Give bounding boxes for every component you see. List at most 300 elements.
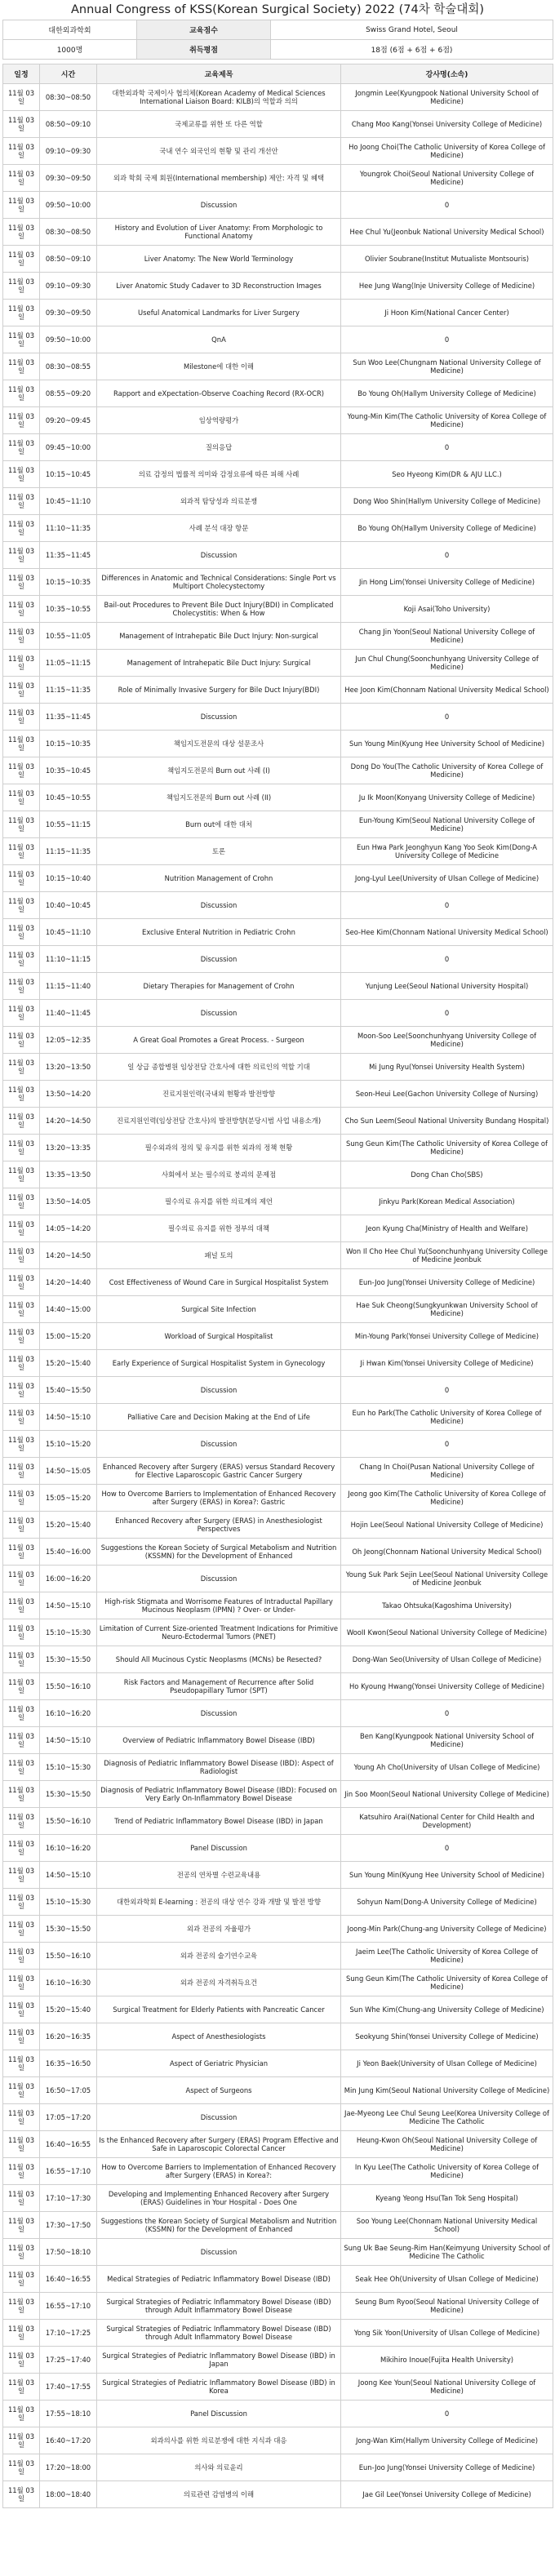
table-row xyxy=(3,380,553,407)
cell-title: QnA xyxy=(97,326,341,353)
cell-date: 11월 03일 xyxy=(3,623,40,650)
cell-speaker: Seon-Heui Lee(Gachon University College of Nursing) xyxy=(341,1081,553,1108)
cell-title: Burn out에 대한 대처 xyxy=(97,811,341,838)
schedule-table xyxy=(2,64,553,2508)
cell-date: 11월 03일 xyxy=(3,677,40,704)
cell-title: Overview of Pediatric Inflammatory Bowel Disease (IBD) xyxy=(97,1727,341,1754)
table-row xyxy=(3,300,553,326)
cell-speaker: Takao Ohtsuka(Kagoshima University) xyxy=(341,1592,553,1619)
cell-speaker: Ji Yeon Baek(University of Ulsan College of Medicine) xyxy=(341,2050,553,2077)
cell-date: 11월 03일 xyxy=(3,434,40,461)
cell-time: 14:40~15:00 xyxy=(40,1296,97,1323)
cell-title: Dietary Therapies for Management of Crohn xyxy=(97,973,341,1000)
cell-title: Early Experience of Surgical Hospitalist System in Gynecology xyxy=(97,1350,341,1377)
info-table xyxy=(2,20,553,60)
cell-title: Trend of Pediatric Inflammatory Bowel Disease (IBD) in Japan xyxy=(97,1808,341,1835)
cell-date: 11월 03일 xyxy=(3,1970,40,1996)
table-row xyxy=(3,1000,553,1027)
cell-date: 11월 03일 xyxy=(3,1377,40,1404)
table-row xyxy=(3,1808,553,1835)
cell-title: 의료 감정의 법률적 의미와 감정요류에 따른 피해 사례 xyxy=(97,461,341,488)
cell-date: 11월 03일 xyxy=(3,273,40,300)
cell-speaker: 0 xyxy=(341,326,553,353)
table-row xyxy=(3,1404,553,1431)
table-row xyxy=(3,1296,553,1323)
table-row xyxy=(3,704,553,731)
cell-time: 13:50~14:20 xyxy=(40,1081,97,1108)
cell-date: 11월 03일 xyxy=(3,1673,40,1700)
cell-speaker: 0 xyxy=(341,946,553,973)
cell-time: 17:40~17:55 xyxy=(40,2374,97,2401)
cell-date: 11월 03일 xyxy=(3,1539,40,1566)
cell-speaker: Yong Sik Yoon(University of Ulsan College of Medicine) xyxy=(341,2320,553,2347)
page xyxy=(2,0,553,2508)
cell-title: 책임지도전문의 Burn out 사례 (I) xyxy=(97,757,341,784)
cell-title: 진료지원인력(임상전담 간호사)의 발전방향(분당시범 사업 내용소개) xyxy=(97,1108,341,1135)
table-row xyxy=(3,973,553,1000)
cell-title: 임상역량평가 xyxy=(97,407,341,434)
cell-time: 14:50~15:05 xyxy=(40,1458,97,1485)
points: 18점 (6점 + 6점 + 6점) xyxy=(271,40,553,60)
table-row xyxy=(3,515,553,542)
cell-speaker: Dong Chan Cho(SBS) xyxy=(341,1161,553,1188)
cell-date: 11월 03일 xyxy=(3,731,40,757)
table-row xyxy=(3,273,553,300)
cell-speaker: Mi Jung Ryu(Yonsei University Health System) xyxy=(341,1054,553,1081)
cell-title: 국제교류를 위한 또 다른 역할 xyxy=(97,111,341,138)
table-row xyxy=(3,84,553,111)
cell-date: 11월 03일 xyxy=(3,2347,40,2374)
table-row xyxy=(3,731,553,757)
cell-title: Diagnosis of Pediatric Inflammatory Bowel Disease (IBD): Focused on Very Early On-Inflammatory Bowel Disease xyxy=(97,1781,341,1808)
cell-title: Suggestions the Korean Society of Surgical Metabolism and Nutrition (KSSMN) for the Development of Enhanced xyxy=(97,2212,341,2239)
cell-date: 11월 03일 xyxy=(3,1215,40,1242)
cell-time: 15:20~15:40 xyxy=(40,1512,97,1539)
cell-title: Surgical Strategies of Pediatric Inflammatory Bowel Disease (IBD) through Adult Inflammatory Bowel Disease xyxy=(97,2320,341,2347)
cell-title: 외과 전공의 자격취득요건 xyxy=(97,1970,341,1996)
cell-time: 14:50~15:10 xyxy=(40,1404,97,1431)
cell-date: 11월 03일 xyxy=(3,353,40,380)
table-row xyxy=(3,2131,553,2158)
cell-time: 15:00~15:20 xyxy=(40,1323,97,1350)
cell-speaker: Young Suk Park Sejin Lee(Seoul National University College of Medicine Jeonbuk xyxy=(341,1566,553,1592)
cell-time: 10:55~11:15 xyxy=(40,811,97,838)
table-row xyxy=(3,1458,553,1485)
table-row xyxy=(3,1970,553,1996)
cell-date: 11월 03일 xyxy=(3,2320,40,2347)
cell-date: 11월 03일 xyxy=(3,2454,40,2481)
cell-date: 11월 03일 xyxy=(3,2023,40,2050)
cell-title: Discussion xyxy=(97,892,341,919)
cell-speaker: Katsuhiro Arai(National Center for Child Health and Development) xyxy=(341,1808,553,1835)
cell-date: 11월 03일 xyxy=(3,1081,40,1108)
cell-title: Suggestions the Korean Society of Surgical Metabolism and Nutrition (KSSMN) for the Development of Enhanced xyxy=(97,1539,341,1566)
cell-date: 11월 03일 xyxy=(3,1431,40,1458)
cell-title: Surgical Treatment for Elderly Patients with Pancreatic Cancer xyxy=(97,1996,341,2023)
cell-title: Medical Strategies of Pediatric Inflammatory Bowel Disease (IBD) xyxy=(97,2266,341,2293)
cell-time: 16:20~16:35 xyxy=(40,2023,97,2050)
cell-title: History and Evolution of Liver Anatomy: From Morphologic to Functional Anatomy xyxy=(97,219,341,246)
table-row xyxy=(3,1215,553,1242)
cell-date: 11월 03일 xyxy=(3,1269,40,1296)
cell-title: 국내 연수 외국인의 현황 및 관리 개선안 xyxy=(97,138,341,165)
cell-date: 11월 03일 xyxy=(3,946,40,973)
cell-speaker: Ji Hwan Kim(Yonsei University College of Medicine) xyxy=(341,1350,553,1377)
cell-title: 필수의료 유지를 위한 정부의 대책 xyxy=(97,1215,341,1242)
table-row xyxy=(3,1700,553,1727)
cell-speaker: Eun-Young Kim(Seoul National University College of Medicine) xyxy=(341,811,553,838)
cell-date: 11월 03일 xyxy=(3,2077,40,2104)
cell-speaker: Jae-Myeong Lee Chul Seung Lee(Korea University College of Medicine The Catholic xyxy=(341,2104,553,2131)
cell-time: 08:55~09:20 xyxy=(40,380,97,407)
table-row xyxy=(3,1135,553,1161)
cell-title: 외과 학회 국제 회원(International membership) 제안: 자격 및 혜택 xyxy=(97,165,341,192)
cell-speaker: Kyeang Yeong Hsu(Tan Tok Seng Hospital) xyxy=(341,2185,553,2212)
table-row xyxy=(3,1323,553,1350)
cell-speaker: 0 xyxy=(341,192,553,219)
cell-title: 토론 xyxy=(97,838,341,865)
cell-date: 11월 03일 xyxy=(3,2266,40,2293)
cell-title: Diagnosis of Pediatric Inflammatory Bowel Disease (IBD): Aspect of Radiologist xyxy=(97,1754,341,1781)
cell-title: 외과적 탐당성과 의료분쟁 xyxy=(97,488,341,515)
cell-date: 11월 03일 xyxy=(3,1889,40,1916)
cell-title: 필수외과의 정의 및 유지를 위한 외과의 정책 현황 xyxy=(97,1135,341,1161)
table-row xyxy=(3,811,553,838)
cell-speaker: Eun Hwa Park Jeonghyun Kang Yoo Seok Kim(Dong-A University College of Medicine xyxy=(341,838,553,865)
cell-date: 11월 03일 xyxy=(3,246,40,273)
cell-title: Management of Intrahepatic Bile Duct Injury: Non-surgical xyxy=(97,623,341,650)
cell-time: 11:15~11:35 xyxy=(40,838,97,865)
cell-speaker: Seokyung Shin(Yonsei University College of Medicine) xyxy=(341,2023,553,2050)
table-row xyxy=(3,1512,553,1539)
cell-date: 11월 03일 xyxy=(3,1862,40,1889)
cell-speaker: Jong-Wan Kim(Hallym University College of Medicine) xyxy=(341,2427,553,2454)
cell-speaker: Sung Geun Kim(The Catholic University of Korea College of Medicine) xyxy=(341,1970,553,1996)
cell-time: 11:15~11:40 xyxy=(40,973,97,1000)
table-row xyxy=(3,1754,553,1781)
cell-speaker: In Kyu Lee(The Catholic University of Korea College of Medicine) xyxy=(341,2158,553,2185)
cell-title: High-risk Stigmata and Worrisome Features of Intraductal Papillary Mucinous Neoplasm (IPMN) ? Over- or Under- xyxy=(97,1592,341,1619)
col-time-header: 시간 xyxy=(40,64,97,84)
cell-speaker: Bo Young Oh(Hallym University College of Medicine) xyxy=(341,515,553,542)
cell-time: 11:05~11:15 xyxy=(40,650,97,677)
cell-date: 11월 03일 xyxy=(3,569,40,596)
cell-speaker: Dong-Wan Seo(University of Ulsan College of Medicine) xyxy=(341,1646,553,1673)
table-row xyxy=(3,946,553,973)
cell-time: 17:10~17:30 xyxy=(40,2185,97,2212)
cell-speaker: Sun Young Min(Kyung Hee University School of Medicine) xyxy=(341,731,553,757)
table-row xyxy=(3,623,553,650)
cell-date: 11월 03일 xyxy=(3,811,40,838)
cell-time: 15:10~15:30 xyxy=(40,1889,97,1916)
cell-time: 15:30~15:50 xyxy=(40,1781,97,1808)
cell-time: 16:00~16:20 xyxy=(40,1566,97,1592)
cell-speaker: Koji Asai(Toho University) xyxy=(341,596,553,623)
table-row xyxy=(3,1161,553,1188)
cell-speaker: Dong Do You(The Catholic University of Korea College of Medicine) xyxy=(341,757,553,784)
cell-title: Discussion xyxy=(97,1000,341,1027)
cell-title: Rapport and eXpectation-Observe Coaching Record (RX-OCR) xyxy=(97,380,341,407)
cell-speaker: Seung Bum Ryoo(Seoul National University College of Medicine) xyxy=(341,2293,553,2320)
cell-title: Management of Intrahepatic Bile Duct Injury: Surgical xyxy=(97,650,341,677)
cell-time: 17:25~17:40 xyxy=(40,2347,97,2374)
table-row xyxy=(3,2427,553,2454)
cell-date: 11월 03일 xyxy=(3,219,40,246)
cell-title: Discussion xyxy=(97,2239,341,2266)
cell-date: 11월 03일 xyxy=(3,2427,40,2454)
cell-speaker: Jaeim Lee(The Catholic University of Korea College of Medicine) xyxy=(341,1943,553,1970)
cell-title: Discussion xyxy=(97,1700,341,1727)
table-row xyxy=(3,2266,553,2293)
cell-date: 11월 03일 xyxy=(3,1161,40,1188)
cell-time: 10:55~11:05 xyxy=(40,623,97,650)
cell-speaker: Jeong goo Kim(The Catholic University of Korea College of Medicine) xyxy=(341,1485,553,1512)
cell-title: 필수의료 유지를 위한 의료계의 제언 xyxy=(97,1188,341,1215)
cell-speaker: Seak Hee Oh(University of Ulsan College of Medicine) xyxy=(341,2266,553,2293)
cell-date: 11월 03일 xyxy=(3,461,40,488)
cell-date: 11월 03일 xyxy=(3,2293,40,2320)
cell-date: 11월 03일 xyxy=(3,1404,40,1431)
cell-time: 08:50~09:10 xyxy=(40,246,97,273)
cell-title: Cost Effectiveness of Wound Care in Surgical Hospitalist System xyxy=(97,1269,341,1296)
cell-title: Surgical Strategies of Pediatric Inflammatory Bowel Disease (IBD) through Adult Inflammatory Bowel Disease xyxy=(97,2293,341,2320)
cell-title: Surgical Strategies of Pediatric Inflammatory Bowel Disease (IBD) in Korea xyxy=(97,2374,341,2401)
cell-date: 11월 03일 xyxy=(3,1646,40,1673)
cell-title: Discussion xyxy=(97,704,341,731)
cell-speaker: Chang Jin Yoon(Seoul National University College of Medicine) xyxy=(341,623,553,650)
cell-time: 14:50~15:10 xyxy=(40,1727,97,1754)
cell-title: Discussion xyxy=(97,1377,341,1404)
cell-date: 11월 03일 xyxy=(3,1323,40,1350)
cell-speaker: 0 xyxy=(341,1431,553,1458)
cell-date: 11월 03일 xyxy=(3,1485,40,1512)
cell-speaker: Chang Moo Kang(Yonsei University College of Medicine) xyxy=(341,111,553,138)
cell-time: 10:35~10:45 xyxy=(40,757,97,784)
cell-title: Bail-out Procedures to Prevent Bile Duct Injury(BDI) in Complicated Cholecystitis: When & How xyxy=(97,596,341,623)
cell-title: Role of Minimally Invasive Surgery for Bile Duct Injury(BDI) xyxy=(97,677,341,704)
cell-date: 11월 03일 xyxy=(3,326,40,353)
cell-date: 11월 03일 xyxy=(3,1188,40,1215)
cell-speaker: 0 xyxy=(341,704,553,731)
table-row xyxy=(3,2320,553,2347)
cell-date: 11월 03일 xyxy=(3,1592,40,1619)
cell-speaker: 0 xyxy=(341,542,553,569)
cell-time: 15:20~15:40 xyxy=(40,1996,97,2023)
table-row xyxy=(3,650,553,677)
schedule-body xyxy=(3,84,553,2508)
cell-date: 11월 03일 xyxy=(3,380,40,407)
cell-time: 10:35~10:55 xyxy=(40,596,97,623)
cell-title: Aspect of Anesthesiologists xyxy=(97,2023,341,2050)
cell-time: 15:10~15:30 xyxy=(40,1754,97,1781)
cell-date: 11월 03일 xyxy=(3,488,40,515)
cell-speaker: Soo Young Lee(Chonnam National University Medical School) xyxy=(341,2212,553,2239)
cell-speaker: Hee Chul Yu(Jeonbuk National University Medical School) xyxy=(341,219,553,246)
recognized-label: 취득평점 xyxy=(137,40,271,60)
cell-speaker: Ju Ik Moon(Konyang University College of Medicine) xyxy=(341,784,553,811)
cell-time: 09:50~10:00 xyxy=(40,326,97,353)
cell-time: 10:40~10:45 xyxy=(40,892,97,919)
cell-speaker: Seo Hyeong Kim(DR & AJU LLC.) xyxy=(341,461,553,488)
table-row xyxy=(3,1242,553,1269)
cell-time: 18:00~18:40 xyxy=(40,2481,97,2508)
table-row xyxy=(3,865,553,892)
cell-speaker: Jae Gil Lee(Yonsei University College of Medicine) xyxy=(341,2481,553,2508)
table-row xyxy=(3,2239,553,2266)
cell-time: 17:30~17:50 xyxy=(40,2212,97,2239)
cell-time: 15:30~15:50 xyxy=(40,1916,97,1943)
cell-speaker: Cho Sun Leem(Seoul National University Bundang Hospital) xyxy=(341,1108,553,1135)
cell-speaker: Seo-Hee Kim(Chonnam National University Medical School) xyxy=(341,919,553,946)
cell-time: 10:45~10:55 xyxy=(40,784,97,811)
table-row xyxy=(3,2185,553,2212)
cell-date: 11월 03일 xyxy=(3,1727,40,1754)
cell-date: 11월 03일 xyxy=(3,2212,40,2239)
cell-speaker: Joong-Min Park(Chung-ang University College of Medicine) xyxy=(341,1916,553,1943)
cell-speaker: Chang In Choi(Pusan National University College of Medicine) xyxy=(341,1458,553,1485)
cell-date: 11월 03일 xyxy=(3,84,40,111)
table-row xyxy=(3,1566,553,1592)
cell-date: 11월 03일 xyxy=(3,300,40,326)
cell-speaker: Jun Chul Chung(Soonchunhyang University College of Medicine) xyxy=(341,650,553,677)
cell-speaker: 0 xyxy=(341,892,553,919)
cell-speaker: Jin Hong Lim(Yonsei University College of Medicine) xyxy=(341,569,553,596)
table-row xyxy=(3,596,553,623)
cell-speaker: Eun ho Park(The Catholic University of Korea College of Medicine) xyxy=(341,1404,553,1431)
cell-time: 09:45~10:00 xyxy=(40,434,97,461)
cell-time: 10:15~10:45 xyxy=(40,461,97,488)
cell-speaker: Heung-Kwon Oh(Seoul National University College of Medicine) xyxy=(341,2131,553,2158)
table-row xyxy=(3,2401,553,2427)
cell-speaker: Yunjung Lee(Seoul National University Hospital) xyxy=(341,973,553,1000)
cell-title: 외과 전공의 술기연수교육 xyxy=(97,1943,341,1970)
cell-title: Liver Anatomy: The New World Terminology xyxy=(97,246,341,273)
cell-date: 11월 03일 xyxy=(3,865,40,892)
cell-speaker: Ho Joong Choi(The Catholic University of Korea College of Medicine) xyxy=(341,138,553,165)
table-row xyxy=(3,111,553,138)
table-row xyxy=(3,1188,553,1215)
cell-speaker: Jong-Lyul Lee(University of Ulsan College of Medicine) xyxy=(341,865,553,892)
cell-speaker: Jinkyu Park(Korean Medical Association) xyxy=(341,1188,553,1215)
cell-date: 11월 03일 xyxy=(3,1458,40,1485)
cell-date: 11월 03일 xyxy=(3,542,40,569)
cell-title: How to Overcome Barriers to Implementation of Enhanced Recovery after Surgery (ERAS) in Korea?: Gastric xyxy=(97,1485,341,1512)
cell-title: 패널 토의 xyxy=(97,1242,341,1269)
cell-time: 14:20~14:50 xyxy=(40,1242,97,1269)
table-row xyxy=(3,1485,553,1512)
table-row xyxy=(3,2158,553,2185)
table-row xyxy=(3,542,553,569)
cell-speaker: Moon-Soo Lee(Soonchunhyang University College of Medicine) xyxy=(341,1027,553,1054)
cell-title: Discussion xyxy=(97,192,341,219)
cell-speaker: Hojin Lee(Seoul National University College of Medicine) xyxy=(341,1512,553,1539)
cell-title: Surgical Strategies of Pediatric Inflammatory Bowel Disease (IBD) in Japan xyxy=(97,2347,341,2374)
cell-date: 11월 03일 xyxy=(3,596,40,623)
cell-title: 일 상급 종합병원 임상전담 간호사에 대한 의료인의 역할 기대 xyxy=(97,1054,341,1081)
cell-speaker: Ben Kang(Kyungpook National University School of Medicine) xyxy=(341,1727,553,1754)
cell-title: Palliative Care and Decision Making at the End of Life xyxy=(97,1404,341,1431)
cell-date: 11월 03일 xyxy=(3,1000,40,1027)
cell-title: Is the Enhanced Recovery after Surgery (ERAS) Program Effective and Safe in Laparoscopic Colorectal Cancer xyxy=(97,2131,341,2158)
cell-date: 11월 03일 xyxy=(3,165,40,192)
table-row xyxy=(3,1646,553,1673)
cell-title: Exclusive Enteral Nutrition in Pediatric Crohn xyxy=(97,919,341,946)
cell-time: 09:10~09:30 xyxy=(40,273,97,300)
col-date-header: 일정 xyxy=(3,64,40,84)
table-row xyxy=(3,892,553,919)
table-row xyxy=(3,1835,553,1862)
credit-label: 교육점수 xyxy=(137,20,271,40)
table-row xyxy=(3,1054,553,1081)
col-speaker-header: 강사명(소속) xyxy=(341,64,553,84)
table-row xyxy=(3,1943,553,1970)
cell-time: 17:05~17:20 xyxy=(40,2104,97,2131)
cell-time: 17:50~18:10 xyxy=(40,2239,97,2266)
cell-title: A Great Goal Promotes a Great Process. - Surgeon xyxy=(97,1027,341,1054)
cell-title: 대한외과학회 E-learning : 전공의 대상 연수 강좌 개발 및 발전 방향 xyxy=(97,1889,341,1916)
cell-date: 11월 03일 xyxy=(3,2401,40,2427)
cell-time: 15:50~16:10 xyxy=(40,1808,97,1835)
table-row xyxy=(3,1619,553,1646)
table-row xyxy=(3,569,553,596)
table-row xyxy=(3,677,553,704)
cell-time: 13:20~13:35 xyxy=(40,1135,97,1161)
cell-date: 11월 03일 xyxy=(3,515,40,542)
cell-speaker: Eun-Joo Jung(Yonsei University College of Medicine) xyxy=(341,2454,553,2481)
cell-speaker: Jin Soo Moon(Seoul National University College of Medicine) xyxy=(341,1781,553,1808)
cell-date: 11월 03일 xyxy=(3,1916,40,1943)
cell-title: Should All Mucinous Cystic Neoplasms (MCNs) be Resected? xyxy=(97,1646,341,1673)
cell-title: 책임지도전문의 Burn out 사례 (II) xyxy=(97,784,341,811)
cell-date: 11월 03일 xyxy=(3,1700,40,1727)
table-row xyxy=(3,2481,553,2508)
cell-speaker: Jongmin Lee(Kyungpook National University School of Medicine) xyxy=(341,84,553,111)
table-row xyxy=(3,1916,553,1943)
cell-date: 11월 03일 xyxy=(3,1566,40,1592)
table-row xyxy=(3,1781,553,1808)
cell-date: 11월 03일 xyxy=(3,1996,40,2023)
cell-speaker: Youngrok Choi(Seoul National University College of Medicine) xyxy=(341,165,553,192)
cell-date: 11월 03일 xyxy=(3,111,40,138)
cell-title: Liver Anatomic Study Cadaver to 3D Reconstruction Images xyxy=(97,273,341,300)
cell-speaker: Won Il Cho Hee Chul Yu(Soonchunhyang University College of Medicine Jeonbuk xyxy=(341,1242,553,1269)
venue: Swiss Grand Hotel, Seoul xyxy=(271,20,553,40)
cell-date: 11월 03일 xyxy=(3,2374,40,2401)
cell-title: Discussion xyxy=(97,2104,341,2131)
table-row xyxy=(3,1727,553,1754)
table-row xyxy=(3,2293,553,2320)
table-row xyxy=(3,2454,553,2481)
cell-speaker: Sun Young Min(Kyung Hee University School of Medicine) xyxy=(341,1862,553,1889)
cell-title: Aspect of Geriatric Physician xyxy=(97,2050,341,2077)
cell-date: 11월 03일 xyxy=(3,1619,40,1646)
cell-speaker: Olivier Soubrane(Institut Mutualiste Montsouris) xyxy=(341,246,553,273)
cell-title: 사회에서 보는 필수의료 붕괴의 문제점 xyxy=(97,1161,341,1188)
cell-time: 09:50~10:00 xyxy=(40,192,97,219)
cell-time: 16:40~16:55 xyxy=(40,2266,97,2293)
table-row xyxy=(3,1889,553,1916)
cell-title: Surgical Site Infection xyxy=(97,1296,341,1323)
cell-date: 11월 03일 xyxy=(3,1135,40,1161)
cell-date: 11월 03일 xyxy=(3,1808,40,1835)
cell-date: 11월 03일 xyxy=(3,1350,40,1377)
table-row xyxy=(3,353,553,380)
cell-title: 외과 전공의 자율평가 xyxy=(97,1916,341,1943)
cell-time: 12:05~12:35 xyxy=(40,1027,97,1054)
cell-time: 14:50~15:10 xyxy=(40,1592,97,1619)
cell-speaker: Sung Uk Bae Seung-Rim Han(Keimyung University School of Medicine The Catholic xyxy=(341,2239,553,2266)
cell-speaker: Young Ah Cho(University of Ulsan College of Medicine) xyxy=(341,1754,553,1781)
